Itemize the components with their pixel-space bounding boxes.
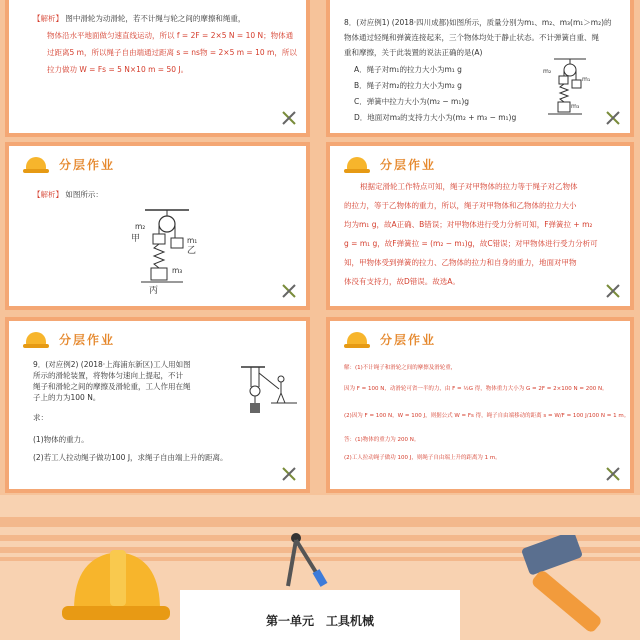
card3-fig-m3: m₃: [172, 266, 183, 275]
card4-line-3: 均为m₁ g，故A正确、B错误；对甲物体进行受力分析可知，F弹簧拉 + m₂: [344, 220, 593, 229]
card5-title: 分层作业: [59, 333, 116, 347]
card3-analysis: [33, 186, 103, 203]
card2-line2: 物体通过轻绳和弹簧连接起来，三个物体均处于静止状态。不计弹簧自重、绳: [344, 33, 599, 42]
card2-option-b: B．绳子对m₂的拉力大小为m₂ g: [354, 81, 462, 90]
card6-title: 分层作业: [380, 333, 437, 347]
slide-card-5[interactable]: [5, 317, 310, 493]
slide-card-6[interactable]: [326, 317, 634, 493]
tools-icon: [604, 282, 622, 300]
card2-fig-m3: m₃: [571, 103, 580, 110]
card5-q1: 9．(对应例2) (2018·上海浦东新区)工人用如图: [33, 360, 191, 369]
card2-line3: 重和摩擦，关于此装置的说法正确的是(A): [344, 48, 483, 57]
card5-q4: 子上的力为100 N。: [33, 393, 101, 402]
card3-fig-jia: 甲: [131, 234, 141, 244]
slide-card-3[interactable]: [5, 142, 310, 310]
card6-line-3: (2)因为 F = 100 N，W = 100 J，则据公式 W = Fs 得，绳子自由端移动的距离 s = W/F = 100 J/100 N = 1 m。: [344, 413, 630, 419]
card2-option-d: D．地面对m₃的支持力大小为(m₂ + m₃ − m₁)g: [354, 113, 517, 122]
card3-fig-yi: 乙: [187, 246, 197, 256]
card5-part2: (2)若工人拉动绳子做功100 J，求绳子自由端上升的距离。: [33, 453, 228, 462]
tools-icon: [280, 282, 298, 300]
pulley-spring-diagram: [540, 56, 600, 122]
card4-line-1: 根据定滑轮工作特点可知，绳子对甲物体的拉力等于绳子对乙物体: [360, 182, 578, 191]
card6-line-2: 因为 F = 100 N，动滑轮可省一半的力，由 F = ½G 得，物体重力大小为 G = 2F = 2×100 N = 200 N。: [344, 386, 608, 392]
card3-fig-m2: m₂: [135, 222, 146, 231]
card5-ask: 求：: [33, 413, 48, 422]
tools-icon: [604, 465, 622, 483]
slide-card-1[interactable]: [5, 0, 310, 137]
card1-line4: 拉力做功 W = Fs = 5 N×10 m = 50 J。: [47, 65, 189, 74]
card5-q2: 所示的滑轮装置，将物体匀速向上提起，不计: [33, 371, 183, 380]
card4-header: [344, 156, 436, 173]
card3-label: 【解析】: [33, 190, 63, 199]
slide-card-4[interactable]: [326, 142, 634, 310]
compass-icon: [282, 530, 332, 590]
card6-line-1: 解：(1)不计绳子和滑轮之间的摩擦及滑轮重，: [344, 365, 457, 371]
pulley-worker-diagram: [231, 363, 301, 425]
card2-option-c: C．弹簧中拉力大小为(m₂ − m₁)g: [354, 97, 470, 106]
tools-icon: [280, 465, 298, 483]
card1-label: 【解析】: [33, 14, 63, 23]
card5-q3: 绳子和滑轮之间的摩擦及滑轮重，工人作用在绳: [33, 382, 191, 391]
slide-card-2[interactable]: [326, 0, 634, 137]
card4-line-4: g = m₁ g，故F弹簧拉 = (m₂ − m₁)g，故C错误；对甲物体进行受力分析可: [344, 239, 598, 248]
card3-text: 如图所示：: [65, 190, 103, 199]
card3-fig-bing: 丙: [149, 286, 159, 296]
card1-line2: 物体沿水平地面做匀速直线运动，所以 f = 2F = 2×5 N = 10 N；物体通: [47, 31, 294, 40]
card4-line-6: 体没有支持力，故D错误。故选A。: [344, 277, 460, 286]
card6-line-5: (2)工人拉动绳子做功 100 J，则绳子自由端上升的距离为 1 m。: [344, 455, 501, 461]
card4-title: 分层作业: [380, 158, 437, 172]
card4-line-5: 知，甲物体受到弹簧的拉力、乙物体的拉力和自身的重力，地面对甲物: [344, 258, 577, 267]
card6-header: [344, 331, 436, 348]
card3-title: 分层作业: [59, 158, 116, 172]
card5-part1: (1)物体的重力。: [33, 435, 89, 444]
hard-hat-icon: [344, 157, 370, 173]
hard-hat-icon: [23, 332, 49, 348]
card1-line3: 过距离5 m，所以绳子自由端通过距离 s = ns物 = 2×5 m = 10 m，所以: [47, 48, 297, 57]
tools-icon: [280, 109, 298, 127]
card1-text1: 图中滑轮为动滑轮，若不计绳与轮之间的摩擦和绳重，: [65, 14, 246, 23]
card5-header: [23, 331, 115, 348]
card2-fig-m2: m₂: [543, 68, 552, 75]
hard-hat-icon: [344, 332, 370, 348]
card3-fig-m1: m₁: [187, 236, 198, 245]
tools-icon: [604, 109, 622, 127]
card2-option-a: A．绳子对m₁的拉力大小为m₁ g: [354, 65, 462, 74]
cover-title: 第一单元 工具机械: [265, 614, 374, 628]
card4-line-2: 的拉力，等于乙物体的重力，所以，绳子对甲物体和乙物体的拉力大小: [344, 201, 577, 210]
card3-header: [23, 156, 115, 173]
card2-line1: 8．(对应例1) (2018·四川成都)如图所示，质量分别为m₁、m₂、m₃(m₁＞m₂)的: [344, 18, 612, 27]
card6-line-4: 答：(1)物体的重力为 200 N。: [344, 437, 420, 443]
hard-hat-icon: [23, 157, 49, 173]
card1-line1: [33, 10, 313, 27]
card2-fig-m1: m₁: [582, 76, 591, 83]
